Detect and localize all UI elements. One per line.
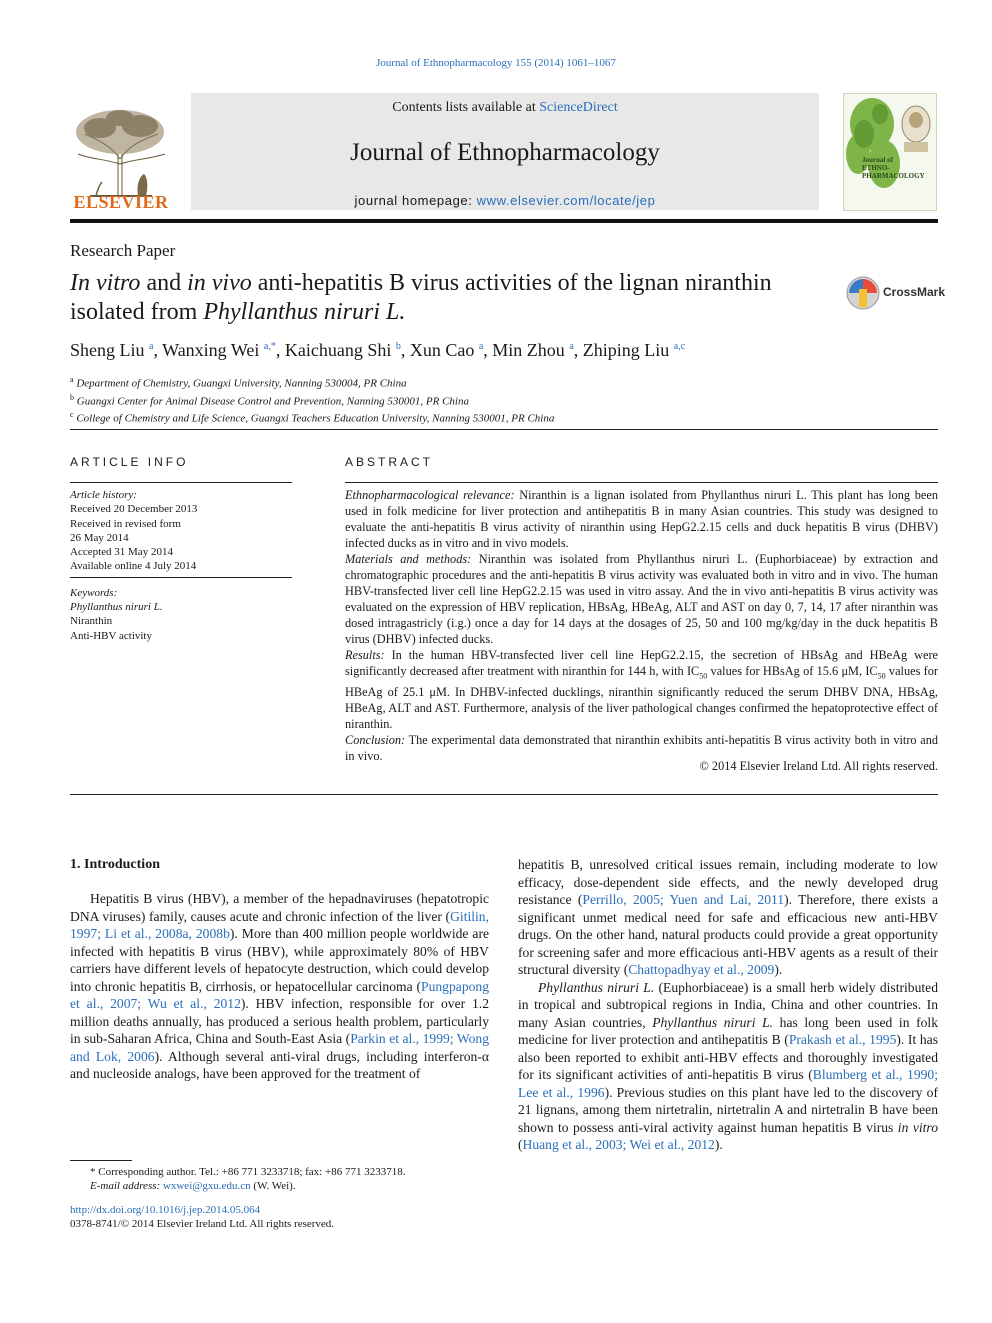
publisher-name[interactable]: ELSEVIER bbox=[73, 192, 169, 212]
title-species: Phyllanthus niruri L. bbox=[203, 299, 406, 325]
author-3[interactable]: Kaichuang Shi $^b$ bbox=[284, 340, 401, 360]
journal-citation[interactable]: Journal of Ethnopharmacology 155 (2014) 1061–1067 bbox=[376, 57, 616, 69]
abstract-body bbox=[345, 487, 938, 764]
title-and: and bbox=[140, 270, 188, 296]
history-revised: Received in revised form bbox=[70, 517, 181, 530]
issn-line: 0378-8741/© 2014 Elsevier Ireland Ltd. All rights reserved. bbox=[70, 1218, 335, 1230]
author-5[interactable]: Min Zhou $^a$ bbox=[492, 340, 574, 360]
homepage-link[interactable]: www.elsevier.com/locate/jep bbox=[476, 193, 656, 208]
history-online: Available online 4 July 2014 bbox=[70, 560, 197, 573]
author-6[interactable]: Zhiping Liu $^{a,c}$ bbox=[582, 340, 686, 360]
ref-gitilin[interactable]: Gitilin, 1997; Li et al., 2008a, 2008b bbox=[70, 908, 489, 941]
body-column-left bbox=[70, 890, 489, 1083]
title-in-vivo: in vivo bbox=[187, 270, 252, 296]
article-title bbox=[70, 269, 830, 327]
ref-blumberg[interactable]: Blumberg et al., 1990; Lee et al., 1996 bbox=[518, 1067, 938, 1100]
abstract-relevance: Ethnopharmacological relevance: Niranthin is a lignan isolated from Phyllanthus niruri L. This plant has long been used in folk medicine for liver protection and antihepatitis B in many Asian countries. This study was designed to evaluate the anti-hepatitis B virus activity of niranthin using HepG2.2.15 cells and duck hepatitis B virus (DHBV) infected ducks as in vitro and in vivo models. bbox=[345, 488, 938, 550]
intro-paragraph-1: Hepatitis B virus (HBV), a member of the hepadnaviruses (hepatotropic DNA viruses) family, causes acute and chronic infection of the liver (Gitilin, 1997; Li et al., 2008a, 2008b). More than 400 million people worldwide are infected with hepatitis B virus (HBV), while approximately 80% of HBV carriers have different levels of hepatocyte destruction, which could develop into chronic hepatitis B, cirrhosis, or hepatocellular carcinoma (Pungpapong et al., 2007; Wu et al., 2012). HBV infection, responsible for over 1.2 million deaths annually, has produced a serious health problem, particularly in sub-Saharan Africa, China and South-East Asia (Parkin et al., 1999; Wong and Lok, 2006). Although several anti-viral drugs, including interferon-α and nucleoside analogs, have been approved for the treatment of bbox=[70, 891, 490, 1081]
history-label: Article history: bbox=[70, 489, 137, 501]
abstract-methods: Materials and methods: Niranthin was isolated from Phyllanthus niruri L. (Euphorbiaceae) by extraction and chromatographic procedures and the anti-hepatitis B virus activity was evaluated both in vitro and in vivo. The human HBV-transfected liver cell line HepG2.2.15 was used in vitro assay. And the in vivo anti-hepatitis B virus activity was evaluated on the expression of HBV replication, HBsAg, HBeAg, ALT and AST on day 0, 7, 14, 17 after niranthin was dosed intragastricly (i.g.) once a day for 14 days at the dosages of 25, 50 and 100 mg/kg/day in the duck hepatitis B virus (DHBV) infected ducks. bbox=[345, 552, 938, 646]
crossmark-icon bbox=[845, 275, 881, 311]
journal-cover-thumbnail[interactable] bbox=[843, 93, 937, 211]
header-rule bbox=[70, 219, 938, 223]
title-main: anti-hepatitis B virus activities of the lignan niranthin isolated from bbox=[70, 270, 772, 325]
ref-parkin[interactable]: Parkin et al., 1999; Wong and Lok, 2006 bbox=[70, 1031, 490, 1064]
abstract-heading: ABSTRACT bbox=[345, 455, 434, 469]
article-info-rule-top bbox=[70, 482, 292, 483]
affiliations bbox=[70, 373, 554, 426]
keyword-3: Anti-HBV activity bbox=[70, 629, 152, 642]
contents-prefix: Contents lists available at bbox=[392, 100, 540, 115]
sciencedirect-link[interactable]: ScienceDirect bbox=[539, 100, 618, 115]
keyword-2: Niranthin bbox=[70, 615, 113, 628]
crossmark-badge[interactable] bbox=[845, 275, 946, 311]
ref-prakash[interactable]: Prakash et al., 1995 bbox=[788, 1032, 897, 1047]
keywords-label: Keywords: bbox=[70, 586, 118, 599]
corresponding-author-note: * Corresponding author. Tel.: +86 771 3233718; fax: +86 771 3233718. bbox=[90, 1166, 406, 1178]
ref-perrillo[interactable]: Perrillo, 2005; Yuen and Lai, 2011 bbox=[582, 892, 785, 907]
journal-homepage bbox=[191, 193, 819, 208]
ref-huang[interactable]: Huang et al., 2003; Wei et al., 2012 bbox=[522, 1137, 715, 1152]
doi-link[interactable]: http://dx.doi.org/10.1016/j.jep.2014.05.064 bbox=[70, 1204, 261, 1216]
intro-paragraph-1-cont: hepatitis B, unresolved critical issues remain, including moderate to low efficacy, dose-dependent side effects, and the newly developed drug resistance (Perrillo, 2005; Yuen and Lai, 2011). Therefore, there exists a significant unmet medical need for safe and efficacious new anti-HBV drugs. On the other hand, natural products could provide a great opportunity for screening safer and more efficacious anti-HBV agents as a result of their structural diversity (Chattopadhyay et al., 2009). bbox=[518, 857, 938, 977]
cover-line-3: PHARMACOLOGY bbox=[862, 172, 925, 180]
abstract-bottom-rule bbox=[70, 794, 938, 795]
cover-title bbox=[862, 156, 925, 180]
ref-pungpapong[interactable]: Pungpapong et al., 2007; Wu et al., 2012 bbox=[70, 978, 489, 1011]
author-4[interactable]: Xun Cao $^a$ bbox=[409, 340, 484, 360]
title-in-vitro: In vitro bbox=[70, 270, 141, 296]
history-accepted: Accepted 31 May 2014 bbox=[70, 546, 173, 559]
cover-artwork-icon bbox=[844, 94, 937, 211]
keyword-1: Phyllanthus niruri L. bbox=[70, 601, 163, 614]
journal-title: Journal of Ethnopharmacology bbox=[350, 139, 660, 166]
affiliation-b: $^b$ Guangxi Center for Animal Disease Control and Prevention, Nanning 530001, PR China bbox=[70, 392, 469, 408]
abstract-rule bbox=[345, 482, 938, 483]
abstract-conclusion: Conclusion: The experimental data demonstrated that niranthin exhibits anti-hepatitis B virus activity both in vitro and in vivo. bbox=[345, 733, 938, 764]
footnote-rule bbox=[70, 1160, 132, 1161]
article-info-rule-mid bbox=[70, 577, 292, 578]
title-rule bbox=[70, 429, 938, 430]
homepage-prefix: journal homepage: bbox=[354, 193, 477, 208]
footnotes bbox=[70, 1160, 489, 1231]
abstract-copyright: © 2014 Elsevier Ireland Ltd. All rights reserved. bbox=[699, 759, 938, 773]
affiliation-c: $^c$ College of Chemistry and Life Science, Guangxi Teachers Education University, Nanning 530001, PR China bbox=[70, 410, 555, 425]
author-list: Sheng Liu $^a$, Wanxing Wei $^{a,*}$, Kaichuang Shi $^b$, Xun Cao $^a$, Min Zhou $^a$, Zhiping Liu $^{a,c}$ bbox=[70, 340, 686, 360]
article-info-heading: ARTICLE INFO bbox=[70, 455, 189, 469]
contents-availability bbox=[191, 100, 819, 116]
history-received: Received 20 December 2013 bbox=[70, 503, 198, 516]
cover-line-2: ETHNO- bbox=[862, 164, 890, 172]
introduction-heading: 1. Introduction bbox=[70, 857, 160, 872]
history-revised-date: 26 May 2014 bbox=[70, 531, 129, 544]
author-2[interactable]: Wanxing Wei $^{a,*}$ bbox=[162, 340, 276, 360]
author-1[interactable]: Sheng Liu $^a$ bbox=[70, 340, 154, 360]
email-note: E-mail address: wxwei@gxu.edu.cn (W. Wei). bbox=[90, 1180, 296, 1192]
abstract-results: Results: In the human HBV-transfected liver cell line HepG2.2.15, the secretion of HBsAg and HBeAg were significantly decreased after treatment with niranthin for 144 h, with $IC_{50}$ values for HBsAg of 15.6 μM, $IC_{50}$ values for HBeAg of 25.1 μM. In DHBV-infected ducklings, niranthin significantly reduced the serum DHBV DNA, HBsAg, HBeAg, ALT and AST. Furthermore, analysis of the liver pathological changes confirmed the hepatoprotective effect of niranthin. bbox=[345, 648, 938, 732]
email-link[interactable]: wxwei@gxu.edu.cn bbox=[162, 1180, 251, 1192]
body-column-right bbox=[518, 856, 938, 1154]
intro-paragraph-2: Phyllanthus niruri L. (Euphorbiaceae) is a small herb widely distributed in tropical and subtropical regions in India, China and other countries. In many Asian countries, Phyllanthus niruri L. has long been used in folk medicine for liver protection and antihepatitis B (Prakash et al., 1995). It has also been reported to exhibit anti-HBV effects and thoroughly investigated for its significant activities of anti-hepatitis B virus (Blumberg et al., 1990; Lee et al., 1996). Previous studies on this plant have led to the discovery of 21 lignans, among them nirtetralin, nirtetralin A and nirtetralin B have been shown to possess anti-viral activity against human hepatitis B virus in vitro (Huang et al., 2003; Wei et al., 2012). bbox=[518, 979, 938, 1152]
article-type: Research Paper bbox=[70, 241, 176, 260]
article-info bbox=[70, 488, 292, 643]
ref-chattopadhyay[interactable]: Chattopadhyay et al., 2009 bbox=[628, 962, 775, 977]
crossmark-label: CrossMark bbox=[883, 285, 946, 299]
cover-line-1: Journal of bbox=[862, 156, 893, 164]
affiliation-a: $^a$ Department of Chemistry, Guangxi University, Nanning 530004, PR China bbox=[70, 375, 407, 390]
